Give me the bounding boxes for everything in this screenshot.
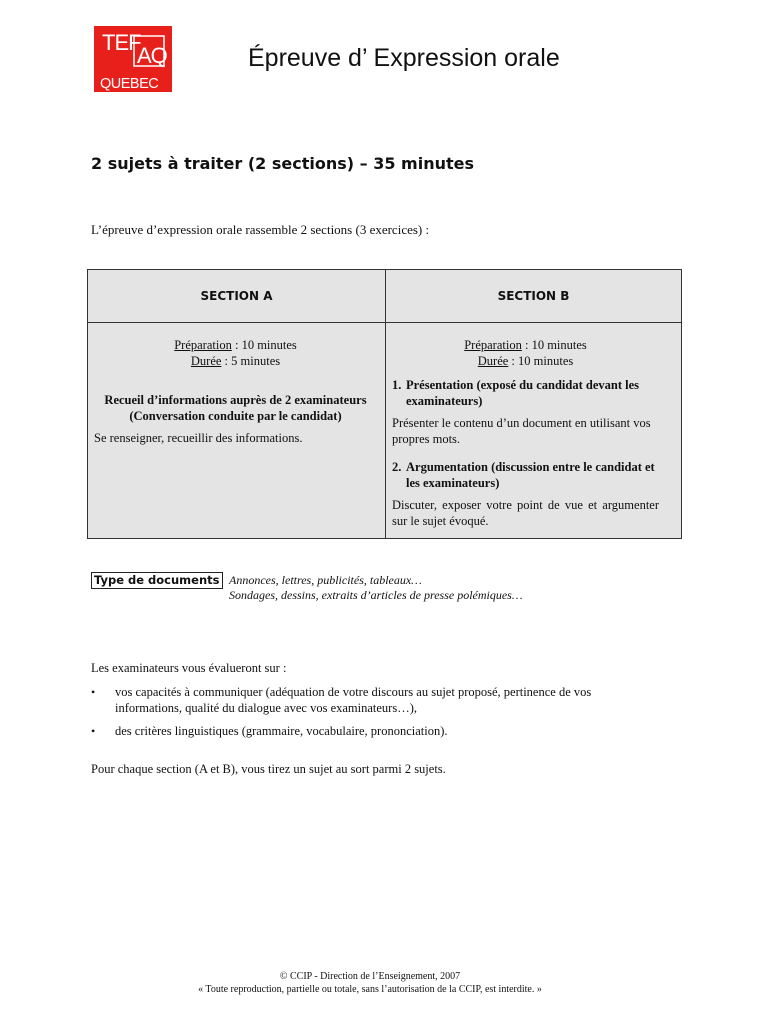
section-a-header: SECTION A (88, 270, 386, 323)
section-a-task-description: Se renseigner, recueillir des informations. (94, 431, 303, 445)
intro-paragraph: L’épreuve d’expression orale rassemble 2 sections (3 exercices) : (91, 222, 430, 237)
tef-aq-quebec-logo (94, 26, 172, 92)
section-b-cell (386, 323, 682, 539)
document-types-list: Annonces, lettres, publicités, tableaux… Sondages, dessins, extraits d’articles de presse polémiques… (229, 573, 523, 602)
list-item: • vos capacités à communiquer (adéquation de votre discours au sujet proposé, pertinence de vos informations, qualité du dialogue avec vos examinateurs…), (91, 685, 592, 715)
footer-reproduction-notice: « Toute reproduction, partielle ou totale, sans l’autorisation de la CCIP, est interdite. » (198, 984, 542, 995)
section-b-preparation: Préparation : 10 minutes (464, 338, 587, 352)
section-b-item-2-description: Discuter, exposer votre point de vue et argumenter sur le sujet évoqué. (392, 498, 659, 528)
svg-text:TEF: TEF (102, 30, 141, 55)
closing-note: Pour chaque section (A et B), vous tirez un sujet au sort parmi 2 sujets. (91, 762, 446, 776)
svg-text:QUEBEC: QUEBEC (100, 76, 159, 92)
evaluation-intro: Les examinateurs vous évalueront sur : (91, 661, 287, 675)
evaluation-criteria-list (91, 684, 651, 746)
section-a-preparation: Préparation : 10 minutes (174, 338, 297, 352)
section-b-item-2-title: 2. Argumentation (discussion entre le candidat et les examinateurs) (392, 460, 655, 490)
section-a-task-subtitle: (Conversation conduite par le candidat) (129, 409, 342, 423)
section-b-duration: Durée : 10 minutes (477, 354, 574, 368)
sections-table (87, 269, 682, 539)
section-b-item-1-title: 1. Présentation (exposé du candidat devant les examinateurs) (392, 378, 639, 408)
document-title: Épreuve d’ Expression orale (248, 44, 560, 72)
section-a-task-title: Recueil d’informations auprès de 2 examinateurs (104, 393, 367, 407)
section-a-cell (88, 323, 386, 539)
section-b-item-1-description: Présenter le contenu d’un document en utilisant vos propres mots. (392, 416, 651, 446)
svg-text:AQ: AQ (137, 43, 167, 68)
footer-copyright: © CCIP - Direction de l’Enseignement, 2007 (279, 971, 461, 982)
document-types-label: Type de documents (91, 572, 223, 589)
list-item: • des critères linguistiques (grammaire, vocabulaire, prononciation). (91, 724, 448, 738)
section-a-duration: Durée : 5 minutes (190, 354, 281, 368)
bullet-icon: • (91, 724, 96, 738)
section-b-header: SECTION B (386, 270, 682, 323)
bullet-icon: • (91, 685, 96, 699)
exam-subtitle: 2 sujets à traiter (2 sections) – 35 minutes (91, 154, 475, 173)
